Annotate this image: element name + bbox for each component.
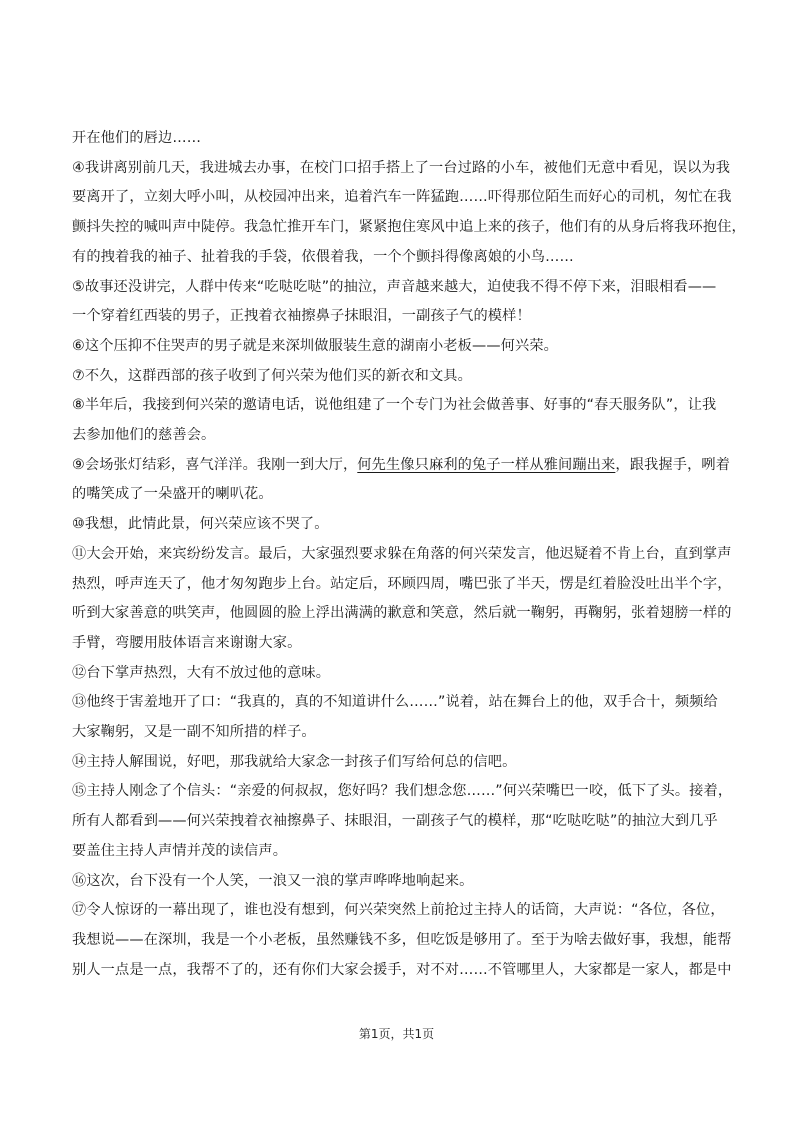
line-text: 别人一点是一点，我帮不了的，还有你们大家会援手，对不对……不管哪里人，大家都是一家人，都是中 [72,961,732,978]
line-text: 手臂，弯腰用肢体语言来谢谢大家。 [72,634,302,651]
paragraph-line [72,752,732,772]
paragraph-line [72,633,732,653]
paragraph-line [72,484,732,504]
paragraph-line [72,871,732,891]
paragraph-line [72,930,732,950]
line-text: ⑪大会开始，来宾纷纷发言。最后，大家强烈要求躲在角落的何兴荣发言，他迟疑着不肯上台，直到掌声 [72,545,732,562]
line-text: 热烈，呼声连天了，他才匆匆跑步上台。站定后，环顾四周，嘴巴张了半天，愣是红着脸没吐出半个字， [72,575,732,592]
paragraph-line [72,781,732,801]
line-text: 一个穿着红西装的男子，正拽着衣袖擦鼻子抹眼泪，一副孩子气的模样！ [72,308,531,325]
line-text: ⑰令人惊讶的一幕出现了，谁也没有想到，何兴荣突然上前抢过主持人的话筒，大声说：“各位，各位， [72,902,725,919]
paragraph-line [72,366,732,386]
paragraph-line [72,811,732,831]
line-text: 大家鞠躬，又是一副不知所措的样子。 [72,724,316,740]
line-text: ，跟我握手，咧着 [615,456,731,473]
paragraph-line [72,603,732,623]
line-text: ⑭主持人解围说，好吧，那我就给大家念一封孩子们写给何总的信吧。 [72,753,517,770]
paragraph-line [72,663,732,683]
line-text: 我想说——在深圳，我是一个小老板，虽然赚钱不多，但吃饭是够用了。至于为啥去做好事，我想，能帮 [72,931,732,948]
line-text: 所有人都看到——何兴荣拽着衣袖擦鼻子、抹眼泪，一副孩子气的模样，那“吃哒吃哒”的抽泣大到几乎 [72,813,718,830]
paragraph-line [72,277,732,297]
line-text: ④我讲离别前几天，我进城去办事，在校门口招手搭上了一台过路的小车，被他们无意中看见，误以为我 [72,159,731,176]
paragraph-line [72,574,732,594]
paragraph-line [72,455,732,475]
paragraph-line [72,395,732,415]
line-text: ⑩我想，此情此景，何兴荣应该不哭了。 [72,516,329,533]
page-footer: 第1页，共1页 [358,1027,435,1041]
line-text: 有的拽着我的袖子、扯着我的手袋，依偎着我，一个个颤抖得像离娘的小鸟…… [72,248,574,265]
paragraph-line [72,425,732,445]
line-text: ⑬他终于害羞地开了口：“我真的，真的不知道讲什么……”说着，站在舞台上的他，双手合十，频频给 [72,694,718,711]
paragraph-line [72,900,732,920]
line-text: ⑦不久，这群西部的孩子收到了何兴荣为他们买的新衣和文具。 [72,367,472,384]
line-text: ⑨会场张灯结彩，喜气洋洋。我刚一到大厅， [72,456,358,473]
paragraph-line [72,187,732,207]
paragraph-line [72,544,732,564]
line-text: 听到大家善意的哄笑声，他圆圆的脸上浮出满满的歉意和笑意，然后就一鞠躬，再鞠躬，张着翅膀一样的 [72,605,732,622]
line-text: ⑥这个压抑不住哭声的男子就是来深圳做服装生意的湖南小老板——何兴荣。 [72,337,559,354]
line-text: 开在他们的唇边…… [72,130,202,146]
paragraph-line [72,306,732,326]
paragraph-line [72,514,732,534]
line-text: 要盖住主持人声情并茂的读信声。 [72,842,288,859]
line-text: 要离开了，立刻大呼小叫，从校园冲出来，追着汽车一阵猛跑……吓得那位陌生而好心的司机，匆忙在我 [72,189,732,206]
paragraph-line [72,247,732,267]
line-text: 颤抖失控的喊叫声中陡停。我急忙推开车门，紧紧抱住寒风中追上来的孩子，他们有的从身后将我环抱住， [72,219,746,236]
underlined-phrase: 何先生像只麻利的兔子一样从雅间蹦出来 [357,456,616,473]
line-text: ⑯这次，台下没有一个人笑，一浪又一浪的掌声哗哗地响起来。 [72,872,474,889]
paragraph-line [72,128,732,148]
paragraph-line [72,336,732,356]
line-text: ⑮主持人刚念了个信头：“亲爱的何叔叔，您好吗？我们想念您……”何兴荣嘴巴一咬，低下了头。接着， [72,783,733,800]
paragraph-line [72,217,746,237]
line-text: ⑤故事还没讲完，人群中传来“吃哒吃哒”的抽泣，声音越来越大，迫使我不得不停下来，泪眼相看—— [72,278,717,295]
line-text: 去参加他们的慈善会。 [72,427,216,443]
line-text: ⑧半年后，我接到何兴荣的邀请电话，说他组建了一个专门为社会做善事、好事的“春天服务队”，让我 [72,397,717,414]
paragraph-line [72,692,732,712]
line-text: 的嘴笑成了一朵盛开的喇叭花。 [72,486,273,503]
paragraph-line [72,158,732,178]
line-text: ⑫台下掌声热烈，大有不放过他的意味。 [72,664,331,681]
paragraph-line [72,722,732,742]
paragraph-line [72,960,732,980]
paragraph-line [72,841,732,861]
